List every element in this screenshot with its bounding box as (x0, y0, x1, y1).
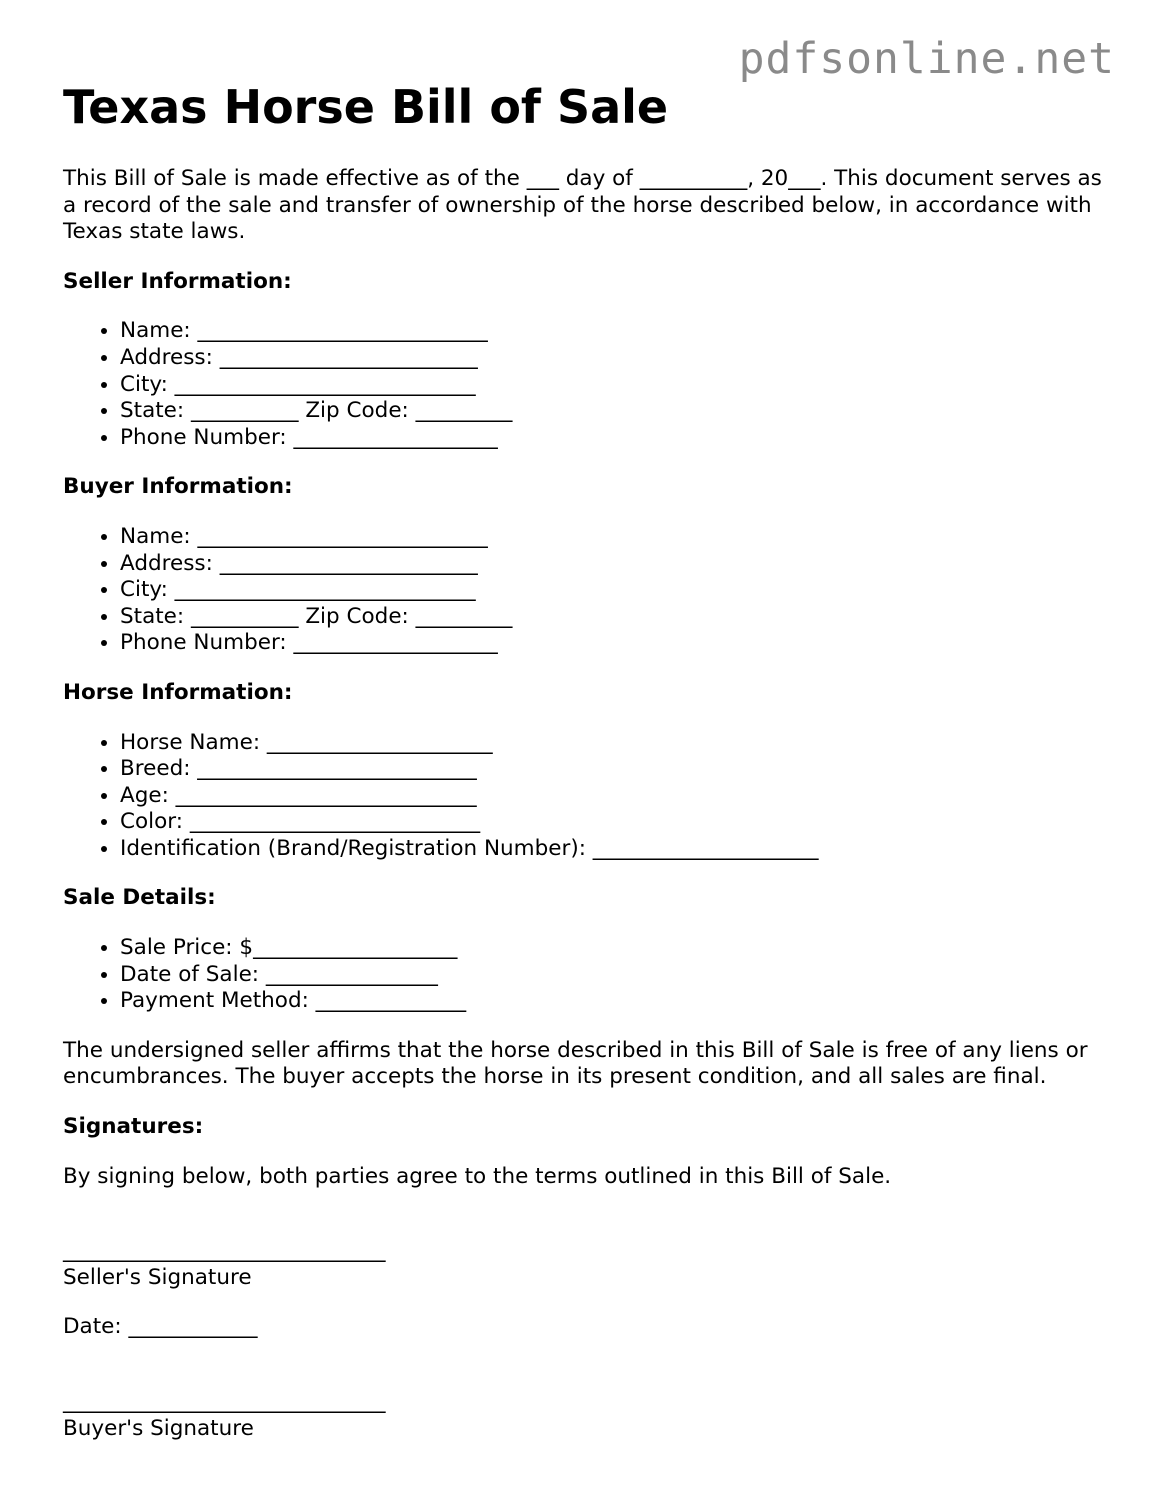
sale-list (63, 935, 1103, 1015)
buyer-heading: Buyer Information: (63, 474, 293, 500)
buyer-city-field: • City: ____________________________ (120, 577, 1103, 604)
signatures-heading: Signatures: (63, 1114, 204, 1140)
buyer-state-zip-field: • State: __________ Zip Code: _________ (120, 604, 1103, 631)
buyer-signature-label: Buyer's Signature (63, 1415, 254, 1441)
buyer-signature-block (63, 1389, 1103, 1442)
closing-paragraph: The undersigned seller affirms that the horse described in this Bill of Sale is free of any liens or encumbrances. The buyer accepts the horse in its present condition, and all sales are final. (63, 1037, 1088, 1090)
intro-paragraph: This Bill of Sale is made effective as of the ___ day of __________, 20___. This document serves as a record of the sale and transfer of ownership of the horse described below, in accordance with Texas state laws. (63, 166, 1102, 245)
buyer-phone-field: • Phone Number: ___________________ (120, 630, 1103, 657)
sale-price-field: • Sale Price: $___________________ (120, 935, 1103, 962)
document-title: Texas Horse Bill of Sale (63, 80, 669, 134)
horse-age-field: • Age: ____________________________ (120, 783, 1103, 810)
horse-name-field: • Horse Name: _____________________ (120, 730, 1103, 757)
seller-address-field: • Address: ________________________ (120, 345, 1103, 372)
agreement-statement: By signing below, both parties agree to the terms outlined in this Bill of Sale. (63, 1163, 892, 1189)
buyer-address-field: • Address: ________________________ (120, 551, 1103, 578)
signature-date-field: Date: ____________ (63, 1314, 258, 1340)
horse-identification-field: • Identification (Brand/Registration Number): _____________________ (120, 836, 1103, 863)
seller-name-field: • Name: ___________________________ (120, 318, 1103, 345)
payment-method-field: • Payment Method: ______________ (120, 988, 1103, 1015)
sale-date-field: • Date of Sale: ________________ (120, 962, 1103, 989)
seller-signature-block (63, 1238, 1103, 1291)
seller-phone-field: • Phone Number: ___________________ (120, 425, 1103, 452)
horse-list (63, 730, 1103, 863)
seller-city-field: • City: ____________________________ (120, 372, 1103, 399)
watermark: pdfsonline.net (738, 34, 1115, 84)
seller-signature-label: Seller's Signature (63, 1264, 252, 1290)
seller-list (63, 318, 1103, 451)
horse-heading: Horse Information: (63, 679, 293, 705)
horse-breed-field: • Breed: __________________________ (120, 756, 1103, 783)
buyer-signature-line: ______________________________ (63, 1389, 386, 1414)
buyer-name-field: • Name: ___________________________ (120, 524, 1103, 551)
sale-heading: Sale Details: (63, 885, 216, 911)
seller-signature-line: ______________________________ (63, 1238, 386, 1264)
seller-heading: Seller Information: (63, 268, 292, 294)
document-body (63, 166, 1103, 1465)
seller-state-zip-field: • State: __________ Zip Code: _________ (120, 398, 1103, 425)
buyer-list (63, 524, 1103, 657)
horse-color-field: • Color: ___________________________ (120, 809, 1103, 836)
